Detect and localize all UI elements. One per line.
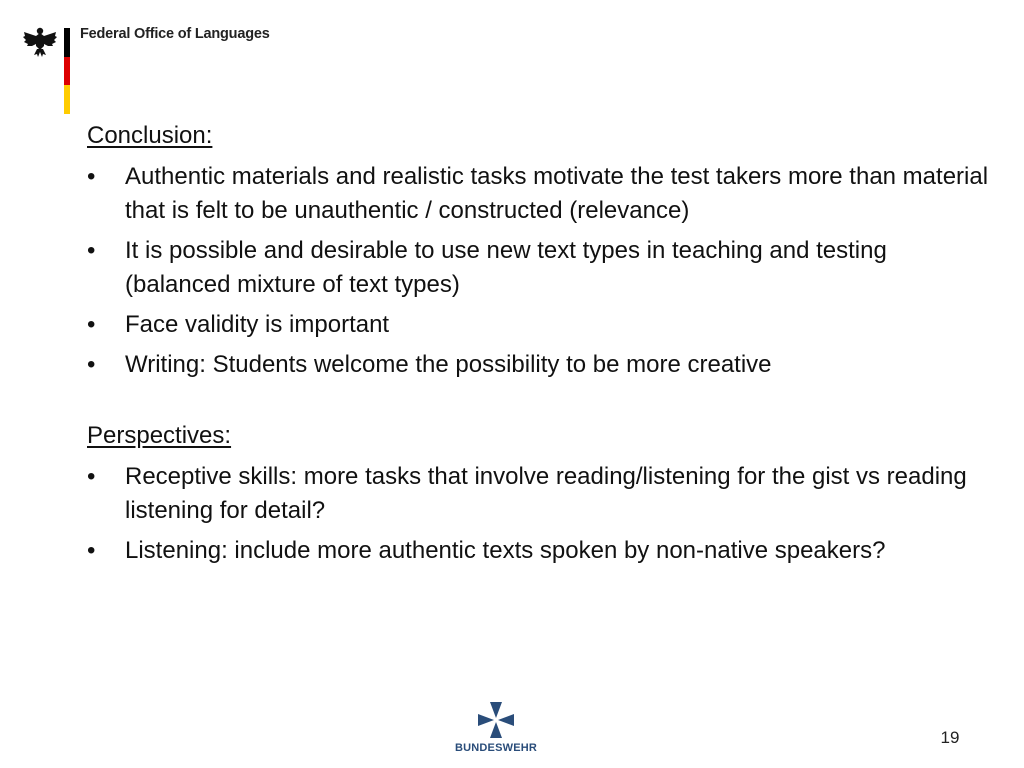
federal-eagle-icon	[22, 24, 58, 60]
iron-cross-icon	[476, 700, 516, 740]
german-flag-bar	[64, 28, 70, 114]
list-item	[87, 234, 997, 302]
list-item	[87, 160, 997, 228]
organization-name: Federal Office of Languages	[80, 26, 270, 42]
conclusion-list	[87, 160, 997, 382]
section-spacer	[87, 382, 997, 418]
list-item-text: Receptive skills: more tasks that involve reading/listening for the gist vs reading listening for detail?	[125, 463, 967, 524]
list-item-text: It is possible and desirable to use new text types in teaching and testing (balanced mixture of text types)	[125, 237, 887, 298]
bullet-icon: •	[87, 237, 96, 264]
bundeswehr-wordmark: BUNDESWEHR	[454, 742, 538, 754]
list-item	[87, 308, 997, 342]
perspectives-list	[87, 460, 997, 568]
conclusion-heading: Conclusion:	[87, 122, 213, 149]
bullet-icon: •	[87, 311, 96, 338]
bundeswehr-logo	[451, 700, 541, 754]
list-item-text: Writing: Students welcome the possibility to be more creative	[125, 351, 772, 378]
bullet-icon: •	[87, 537, 96, 564]
page-number: 19	[940, 728, 960, 747]
list-item	[87, 460, 997, 528]
list-item-text: Listening: include more authentic texts spoken by non-native speakers?	[125, 537, 886, 564]
flag-stripe-gold	[64, 85, 70, 114]
list-item-text: Authentic materials and realistic tasks motivate the test takers more than material that is felt to be unauthentic / constructed (relevance)	[125, 163, 989, 224]
bullet-icon: •	[87, 163, 96, 190]
list-item	[87, 534, 997, 568]
perspectives-heading: Perspectives:	[87, 422, 232, 449]
slide-content	[87, 118, 997, 568]
flag-stripe-red	[64, 57, 70, 86]
bullet-icon: •	[87, 463, 96, 490]
flag-stripe-black	[64, 28, 70, 57]
bullet-icon: •	[87, 351, 96, 378]
list-item	[87, 348, 997, 382]
list-item-text: Face validity is important	[125, 311, 390, 338]
